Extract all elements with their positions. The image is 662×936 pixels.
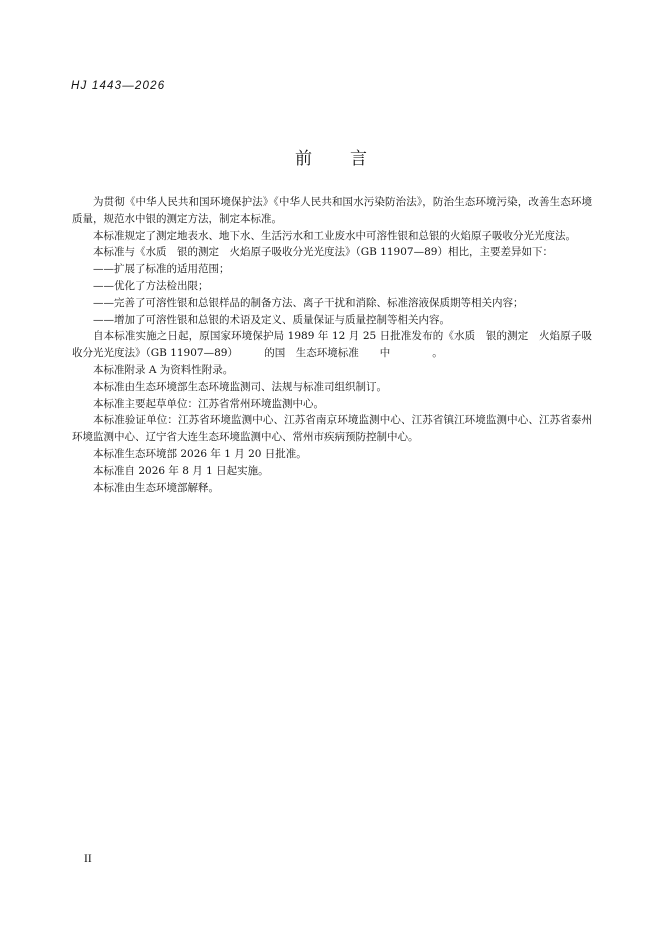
paragraph-interpretation: 本标准由生态环境部解释。 [93,481,219,494]
paragraph-comparison: 本标准与《水质 银的测定 火焰原子吸收分光光度法》（GB 11907—89）相比，主要差异如下： [93,246,553,259]
list-item-difference: ——优化了方法检出限； [93,279,209,292]
paragraph-approval-date: 本标准生态环境部 2026 年 1 月 20 日批准。 [93,447,307,460]
paragraph-replacement: 自本标准实施之日起，原国家环境保护局 1989 年 12 月 25 日批准发布的《水质 银的测定 火焰原子吸收分光光度法》（GB 11907—89） 的国 生态环境标准 中 。 [72,330,592,360]
list-item-difference: ——完善了可溶性银和总银样品的制备方法、离子干扰和消除、标准溶液保质期等相关内容； [93,296,524,309]
paragraph-organizer: 本标准由生态环境部生态环境监测司、法规与标准司组织制订。 [93,380,387,393]
list-item-difference: ——增加了可溶性银和总银的术语及定义、质量保证与质量控制等相关内容。 [93,313,450,326]
paragraph-appendix: 本标准附录 A 为资料性附录。 [93,363,234,376]
page-number: II [84,853,92,865]
paragraph-purpose: 为贯彻《中华人民共和国环境保护法》《中华人民共和国水污染防治法》，防治生态环境污染，改善生态环境质量，规范水中银的测定方法，制定本标准。 [72,196,592,225]
list-item-difference: ——扩展了标准的适用范围； [93,263,230,276]
page-title: 前言 [295,149,405,169]
paragraph-implementation-date: 本标准自 2026 年 8 月 1 日起实施。 [93,464,269,477]
paragraph-scope: 本标准规定了测定地表水、地下水、生活污水和工业废水中可溶性银和总银的火焰原子吸收分光光度法。 [93,229,576,242]
paragraph-drafting-unit: 本标准主要起草单位：江苏省常州环境监测中心。 [93,397,324,410]
foreword-body [72,194,592,496]
paragraph-verification-units: 本标准验证单位：江苏省环境监测中心、江苏省南京环境监测中心、江苏省镇江环境监测中心、江苏省泰州环境监测中心、辽宁省大连生态环境监测中心、常州市疾病预防控制中心。 [72,414,592,444]
standard-code: HJ 1443—2026 [71,80,166,92]
